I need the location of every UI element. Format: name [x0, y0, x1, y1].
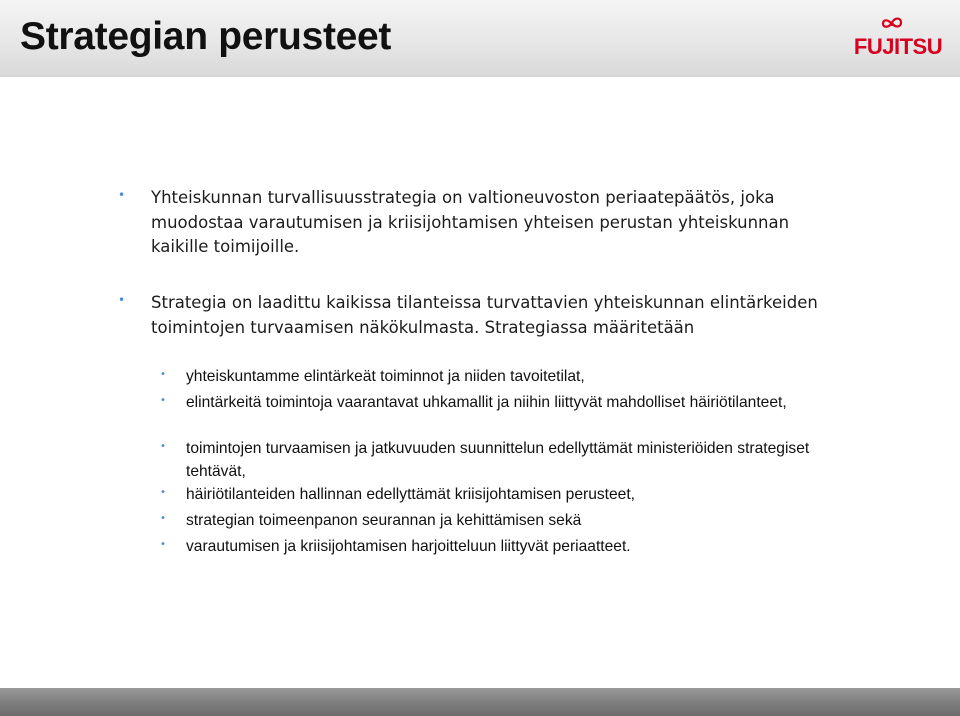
bullet-text: Yhteiskunnan turvallisuusstrategia on valtioneuvoston periaatepäätös, joka muodostaa varautumisen ja kriisijohtamisen yhteisen perustan yhteiskunnan kaikille toimijoille. — [151, 188, 790, 256]
bullet-dot-icon: • — [160, 369, 166, 380]
sub-bullet-text: yhteiskuntamme elintärkeät toiminnot ja niiden tavoitetilat, — [186, 368, 585, 385]
bullet-dot-icon: • — [160, 487, 166, 498]
sub-bullet-text: häiriötilanteiden hallinnan edellyttämät kriisijohtamisen perusteet, — [186, 486, 636, 503]
svg-text:FUJITSU: FUJITSU — [853, 34, 943, 59]
sub-bullet-text: strategian toimeenpanon seurannan ja kehittämisen sekä — [186, 512, 582, 529]
sub-bullet-text: varautumisen ja kriisijohtamisen harjoitteluun liittyvät periaatteet. — [186, 538, 631, 555]
bullet-text: Strategia on laadittu kaikissa tilanteissa turvattavien yhteiskunnan elintärkeiden toimintojen turvaamisen näkökulmasta. Strategiassa määritetään — [151, 293, 818, 337]
sub-bullet-text: toimintojen turvaamisen ja jatkuvuuden suunnittelun edellyttämät ministeriöiden strategiset tehtävät, — [186, 440, 810, 480]
bullet-dot-icon: • — [160, 539, 166, 550]
bullet-dot-icon: • — [160, 513, 166, 524]
bullet-dot-icon: • — [160, 441, 166, 452]
title-bar — [0, 0, 960, 77]
fujitsu-logo — [852, 16, 944, 60]
sub-bullet-text: elintärkeitä toimintoja vaarantavat uhkamallit ja niihin liittyvät mahdolliset häiriötilanteet, — [186, 394, 787, 411]
bullet-dot-icon: • — [118, 188, 126, 202]
bullet-dot-icon: • — [118, 293, 126, 307]
bullet-dot-icon: • — [160, 395, 166, 406]
slide-title: Strategian perusteet — [20, 15, 392, 58]
footer-bar — [0, 688, 960, 716]
